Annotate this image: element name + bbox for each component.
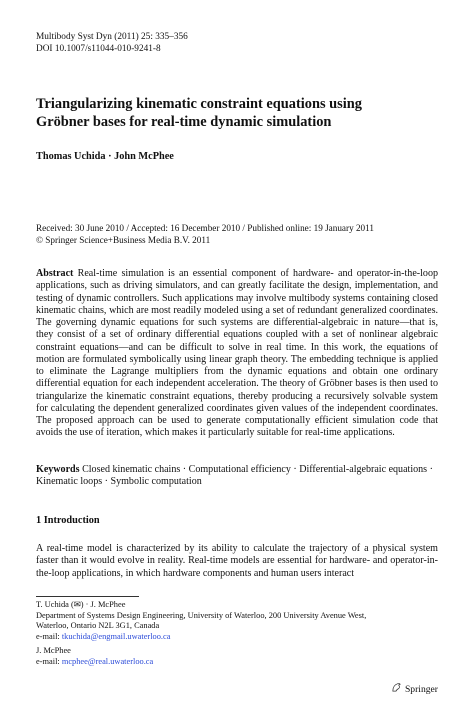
journal-citation: Multibody Syst Dyn (2011) 25: 335–356 — [36, 32, 188, 42]
abstract-label: Abstract — [36, 268, 74, 279]
email-link-mcphee[interactable]: mcphee@real.uwaterloo.ca — [61, 656, 154, 666]
copyright: © Springer Science+Business Media B.V. 2011 — [36, 235, 211, 245]
affiliation-names: T. Uchida (✉) · J. McPhee — [36, 600, 126, 609]
affiliation-email-row — [36, 632, 438, 643]
journal-header — [36, 31, 188, 55]
email-link-uchida[interactable]: tkuchida@engmail.uwaterloo.ca — [61, 631, 171, 641]
received-accepted-published: Received: 30 June 2010 / Accepted: 16 December 2010 / Published online: 19 January 2011 — [36, 223, 374, 233]
affiliation-name-mcphee: J. McPhee — [36, 646, 71, 655]
author-affiliation-mcphee — [36, 646, 438, 667]
email-label: e-mail: — [36, 631, 60, 641]
title-line-2: Gröbner bases for real-time dynamic simulation — [36, 114, 332, 130]
section-heading-introduction: 1 Introduction — [36, 515, 100, 526]
publisher-logo — [391, 682, 438, 696]
author-affiliation-uchida — [36, 600, 438, 642]
keywords-label: Keywords — [36, 464, 80, 475]
footnote-divider — [36, 596, 139, 597]
springer-horse-icon — [391, 682, 402, 696]
introduction-text: A real-time model is characterized by its ability to calculate the trajectory of a physical system faster than it would evolve in reality. Real-time models are essential for hardware- and operator-in-the-loop applications, in which hardware components and human users interact — [36, 543, 438, 579]
paper-title — [36, 95, 438, 131]
publication-history — [36, 222, 374, 246]
abstract-text: Real-time simulation is an essential component of hardware- and operator-in-the-loop applications, such as driving simulators, and can greatly facilitate the design, implementation, and testing of dynamic controllers. Such applications may involve multibody systems containing closed kinematic chains, which are most readily modeled using a set of redundant generalized coordinates. The governing dynamic equations for such systems are differential-algebraic in nature—that is, they consist of a set of ordinary differential equations coupled with a set of nonlinear algebraic constraint equations—and can be difficult to solve in real time. In this work, the equations of motion are formulated symbolically using linear graph theory. The embedding technique is applied to eliminate the Lagrange multipliers from the dynamic equations and obtain one ordinary differential equation for each independent acceleration. The theory of Gröbner bases is then used to triangularize the kinematic constraint equations, thereby producing a recursively solvable system for calculating the dependent generalized coordinates given values of the independent coordinates. The proposed approach can be used to generate computationally efficient simulation code that avoids the use of iteration, which makes it particularly suitable for real-time applications. — [36, 268, 438, 439]
abstract — [36, 268, 438, 440]
authors: Thomas Uchida · John McPhee — [36, 151, 174, 162]
keywords-text: Closed kinematic chains · Computational efficiency · Differential-algebraic equations · Kinematic loops · Symbolic computation — [36, 464, 433, 488]
publisher-name: Springer — [404, 683, 438, 695]
doi: DOI 10.1007/s11044-010-9241-8 — [36, 44, 161, 54]
affiliation-email-row — [36, 657, 438, 668]
affiliation-address: Waterloo, Ontario N2L 3G1, Canada — [36, 621, 160, 631]
keywords — [36, 464, 438, 489]
affiliation-department: Department of Systems Design Engineering, University of Waterloo, 200 University Avenue West, — [36, 610, 367, 620]
title-line-1: Triangularizing kinematic constraint equations using — [36, 96, 362, 112]
email-label: e-mail: — [36, 656, 60, 666]
